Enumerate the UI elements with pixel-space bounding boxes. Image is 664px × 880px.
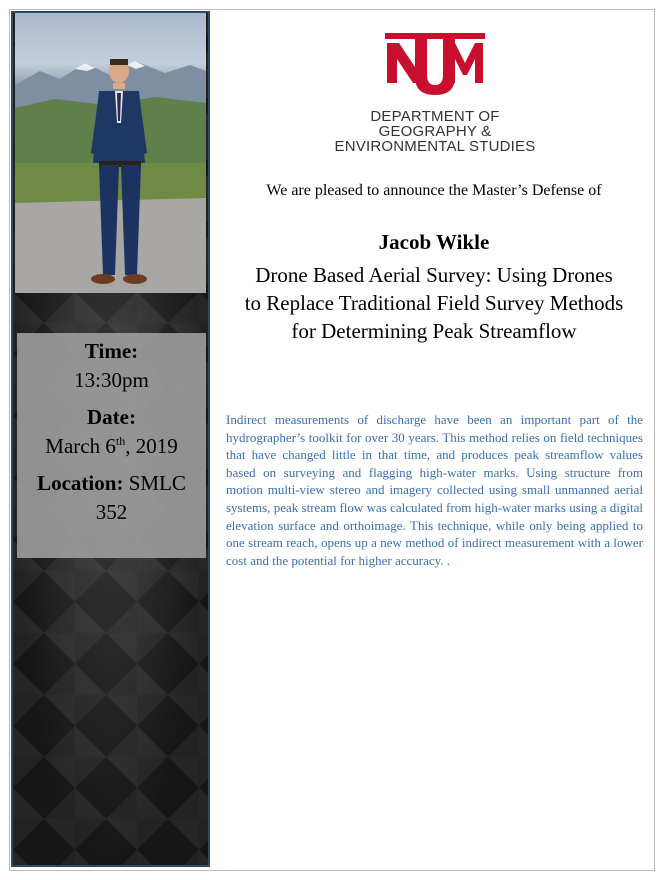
- date-suffix: th: [115, 434, 126, 448]
- abstract-text: Indirect measurements of discharge have been an important part of the hydrographer’s toolkit for over 30 years. This method relies on field techniques that have changed little in that time, and produces peak streamflow values based on surveying and flagging high-water marks. Using structure from motion multi-view stereo and imagery collected using small unmanned aerial systems, peak stream flow was calculated from high-water marks using a digital elevation surface and orthoimage. This technique, while only being applied to one stream reach, opens up a new method of indirect measurement with a lower cost and the potential for higher accuracy. .: [226, 412, 643, 568]
- thesis-title-line-2: to Replace Traditional Field Survey Methods: [244, 291, 624, 315]
- thesis-title: [214, 261, 654, 345]
- time-value: 13:30pm: [74, 368, 149, 392]
- event-details-box: [17, 333, 206, 558]
- time-label: Time:: [84, 339, 139, 363]
- candidate-photo: [15, 13, 206, 293]
- location-label: Location:: [37, 471, 124, 495]
- department-name: [320, 109, 550, 154]
- location-line: [17, 471, 206, 496]
- location-value: SMLC: [128, 471, 186, 495]
- date-label: Date:: [87, 405, 136, 429]
- thesis-title-line-1: Drone Based Aerial Survey: Using Drones: [255, 263, 613, 287]
- unm-logo: [385, 33, 485, 97]
- department-line-1: DEPARTMENT OF: [370, 108, 500, 125]
- sidebar-panel: [11, 11, 210, 867]
- date-month-day: March 6: [45, 434, 116, 458]
- announcement-text: We are pleased to announce the Master’s Defense of: [266, 182, 602, 199]
- candidate-name: Jacob Wikle: [378, 230, 490, 254]
- date-year: , 2019: [125, 434, 178, 458]
- date-value: [17, 434, 206, 459]
- department-line-2: GEOGRAPHY &: [378, 123, 492, 140]
- candidate-photo-illustration: [15, 13, 206, 293]
- location-value-line2: 352: [95, 500, 128, 524]
- thesis-title-line-3: for Determining Peak Streamflow: [291, 319, 577, 343]
- department-line-3: ENVIRONMENTAL STUDIES: [334, 138, 536, 155]
- unm-logo-mark: [385, 33, 485, 97]
